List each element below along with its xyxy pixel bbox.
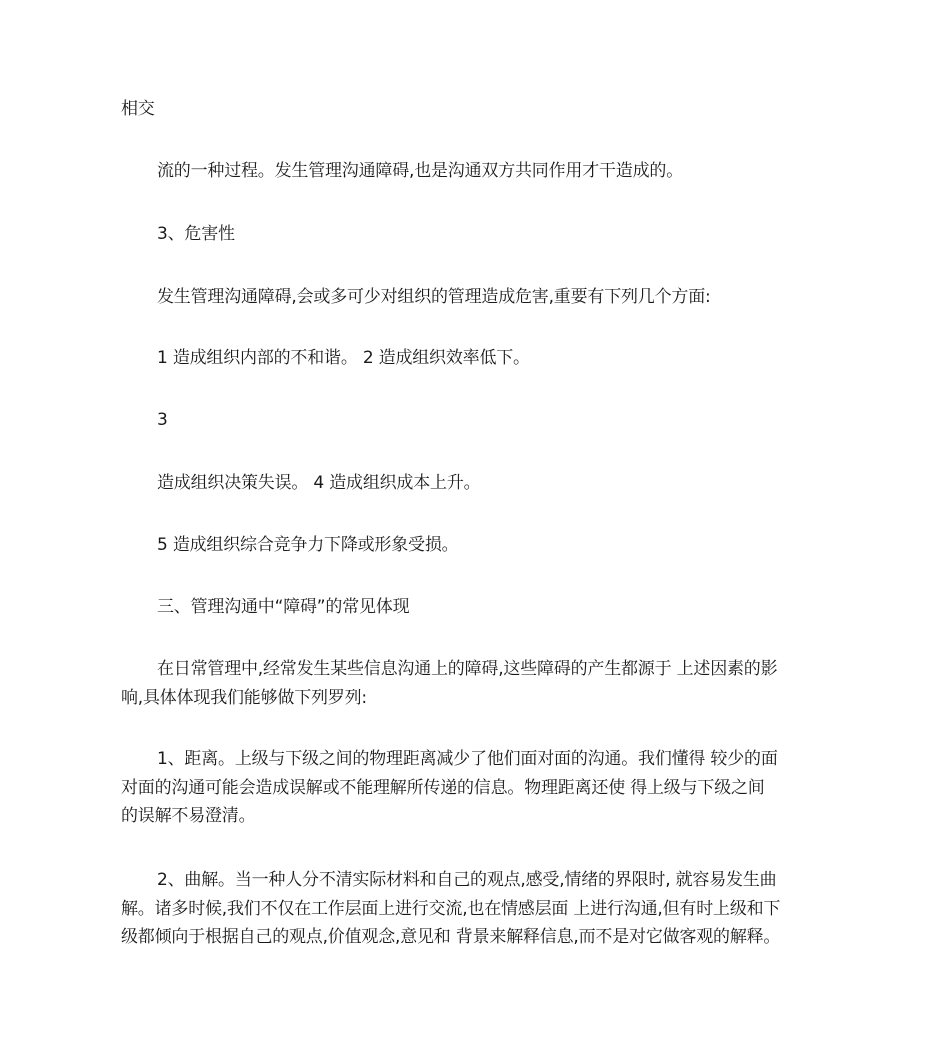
paragraph-line: 的误解不易澄清。: [121, 806, 256, 826]
paragraph: [121, 745, 833, 831]
list-item: 造成组织决策失误。 4 造成组织成本上升。: [157, 473, 481, 493]
list-item: 1 造成组织内部的不和谐。 2 造成组织效率低下。: [157, 348, 530, 368]
text-line: 流的一种过程。发生管理沟通障碍,也是沟通双方共同作用才干造成的。: [157, 161, 684, 181]
list-item: 5 造成组织综合竞争力下降或形象受损。: [157, 535, 459, 555]
paragraph-line: 响,具体体现我们能够做下列罗列:: [121, 687, 367, 708]
paragraph-line: 1、距离。上级与下级之间的物理距离减少了他们面对面的沟通。我们懂得 较少的面: [157, 749, 778, 769]
list-item: 3: [157, 410, 168, 430]
paragraph: [121, 655, 833, 712]
paragraph-line: 2、曲解。当一种人分不清实际材料和自己的观点,感受,情绪的界限时, 就容易发生曲: [157, 870, 777, 890]
section-heading: 三、管理沟通中“障碍”的常见体现: [157, 597, 410, 617]
paragraph-line: 级都倾向于根据自己的观点,价值观念,意见和 背景来解释信息,而不是对它做客观的解释。: [121, 927, 781, 947]
text-line: 相交: [121, 99, 155, 119]
section-heading: 3、危害性: [157, 224, 235, 244]
paragraph-line: 对面的沟通可能会造成误解或不能理解所传递的信息。物理距离还使 得上级与下级之间: [121, 777, 765, 798]
paragraph-line: 在日常管理中,经常发生某些信息沟通上的障碍,这些障碍的产生都源于 上述因素的影: [157, 659, 778, 679]
paragraph: [121, 866, 833, 952]
text-line: 发生管理沟通障碍,会或多可少对组织的管理造成危害,重要有下列几个方面:: [157, 287, 711, 307]
paragraph-line: 解。诸多时候,我们不仅在工作层面上进行交流,也在情感层面 上进行沟通,但有时上级和下: [121, 898, 781, 919]
